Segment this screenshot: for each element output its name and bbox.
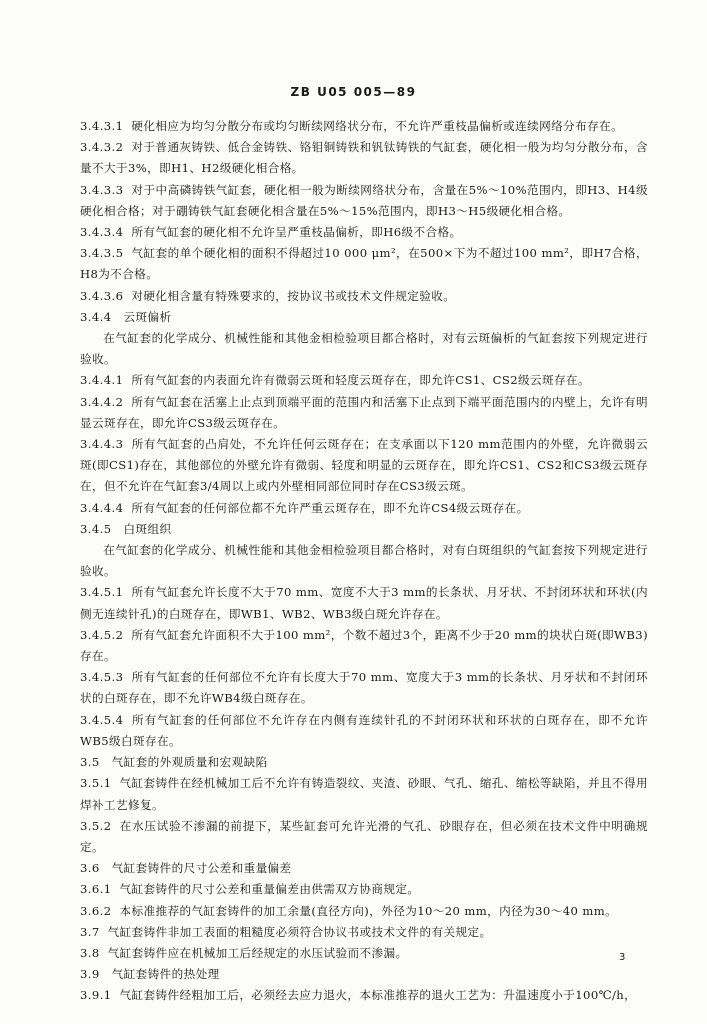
clause-number: 3.4.5 bbox=[80, 521, 112, 536]
clause-text: 本标准推荐的气缸套铸件的加工余量(直径方向)，外径为10～20 mm，内径为30～40 mm。 bbox=[119, 903, 618, 918]
clause-text: 所有气缸套在活塞上止点到顶端平面的范围内和活塞下止点到下端平面范围内的内壁上，允许有明显云斑存在，即允许CS3级云斑存在。 bbox=[80, 394, 648, 430]
clause-number: 3.4.4.3 bbox=[80, 437, 124, 452]
clause-number: 3.4.3.6 bbox=[80, 288, 124, 303]
clause-number: 3.5.1 bbox=[80, 776, 112, 791]
clause bbox=[80, 816, 648, 858]
clause-number: 3.8 bbox=[80, 945, 100, 960]
clause bbox=[80, 901, 648, 922]
clause bbox=[80, 498, 648, 519]
document-header: ZB U05 005—89 bbox=[290, 85, 417, 99]
clause-text: 气缸套的单个硬化相的面积不得超过10 000 μm²，在500×下为不超过100 mm²，即H7合格，H8为不合格。 bbox=[80, 246, 648, 282]
clause-number: 3.4.5.2 bbox=[80, 627, 124, 642]
clause-text: 所有气缸套的任何部位不允许有长度大于70 mm、宽度大于3 mm的长条状、月牙状和不封闭环状的白斑存在，即不允许WB4级白斑存在。 bbox=[80, 670, 648, 706]
clause-text: 气缸套铸件的热处理 bbox=[111, 967, 220, 982]
clause-number: 3.6.2 bbox=[80, 903, 112, 918]
clause-number: 3.7 bbox=[80, 924, 100, 939]
clause-number: 3.4.4 bbox=[80, 309, 112, 324]
clause-text: 所有气缸套的任何部位不允许存在内侧有连续针孔的不封闭环状和环状的白斑存在，即不允许WB5级白斑存在。 bbox=[80, 712, 648, 748]
clause bbox=[80, 710, 648, 752]
clause bbox=[80, 222, 648, 243]
clause bbox=[80, 582, 648, 624]
clause bbox=[80, 625, 648, 667]
clause-number: 3.4.3.1 bbox=[80, 119, 124, 133]
clause-text: 硬化相应为均匀分散分布或均匀断续网络状分布，不允许严重枝晶偏析或连续网络分布存在。 bbox=[131, 119, 624, 133]
clause-text: 所有气缸套的凸肩处，不允许任何云斑存在；在支承面以下120 mm范围内的外壁，允许微弱云斑(即CS1)存在，其他部位的外壁允许有微弱、轻度和明显的云斑存在，即允许CS1、CS2和CS3级云斑存在，但不允许在气缸套3/4周以上或内外壁相同部位同时存在CS3级云斑。 bbox=[80, 437, 648, 494]
clause-text: 气缸套铸件的尺寸公差和重量偏差 bbox=[111, 861, 292, 876]
section-heading bbox=[80, 752, 648, 773]
document-body bbox=[80, 116, 648, 1007]
paragraph bbox=[80, 540, 648, 582]
clause-number: 3.5 bbox=[80, 755, 100, 770]
clause-text: 气缸套铸件在经机械加工后不允许有铸造裂纹、夹渣、砂眼、气孔、缩孔、缩松等缺陷，并且不得用焊补工艺修复。 bbox=[80, 776, 648, 812]
clause-number: 3.4.3.4 bbox=[80, 225, 124, 240]
clause bbox=[80, 434, 648, 498]
clause-text: 在气缸套的化学成分、机械性能和其他金相检验项目都合格时，对有云斑偏析的气缸套按下列规定进行验收。 bbox=[80, 331, 648, 367]
clause-number: 3.4.3.5 bbox=[80, 246, 124, 261]
clause-text: 气缸套的外观质量和宏观缺陷 bbox=[111, 755, 268, 770]
clause bbox=[80, 137, 648, 179]
section-heading bbox=[80, 858, 648, 879]
clause bbox=[80, 943, 648, 964]
clause-number: 3.5.2 bbox=[80, 818, 112, 833]
clause-text: 气缸套铸件应在机械加工后经规定的水压试验而不渗漏。 bbox=[107, 945, 408, 960]
clause-text: 所有气缸套的硬化相不允许呈严重枝晶偏析，即H6级不合格。 bbox=[131, 225, 462, 240]
clause-number: 3.9 bbox=[80, 967, 100, 982]
section-heading bbox=[80, 307, 648, 328]
clause bbox=[80, 773, 648, 815]
clause-text: 在水压试验不渗漏的前提下，某些缸套可允许光滑的气孔、砂眼存在，但必须在技术文件中明确规定。 bbox=[80, 818, 648, 854]
clause-text: 气缸套铸件的尺寸公差和重量偏差由供需双方协商规定。 bbox=[119, 882, 420, 897]
clause-number: 3.4.4.4 bbox=[80, 500, 124, 515]
clause-text: 对于普通灰铸铁、低合金铸铁、铬钼铜铸铁和钒钛铸铁的气缸套，硬化相一般为均匀分散分布，含量不大于3%，即H1、H2级硬化相合格。 bbox=[80, 140, 648, 176]
clause-number: 3.4.3.3 bbox=[80, 182, 124, 197]
clause bbox=[80, 116, 648, 137]
clause-text: 对于中高磷铸铁气缸套，硬化相一般为断续网络状分布，含量在5%～10%范围内，即H3、H4级硬化相合格；对于硼铸铁气缸套硬化相含量在5%～15%范围内，即H3～H5级硬化相合格。 bbox=[80, 182, 648, 218]
clause-text: 所有气缸套的内表面允许有微弱云斑和轻度云斑存在，即允许CS1、CS2级云斑存在。 bbox=[131, 373, 590, 388]
clause bbox=[80, 180, 648, 222]
clause bbox=[80, 879, 648, 900]
section-heading bbox=[80, 519, 648, 540]
clause-number: 3.4.5.1 bbox=[80, 585, 124, 600]
clause-text: 云斑偏析 bbox=[123, 309, 172, 324]
clause-text: 所有气缸套允许面积不大于100 mm²，个数不超过3个，距离不少于20 mm的块状白斑(即WB3)存在。 bbox=[80, 627, 648, 664]
clause bbox=[80, 922, 648, 943]
clause bbox=[80, 985, 648, 1006]
clause-number: 3.4.4.2 bbox=[80, 394, 124, 409]
clause-number: 3.4.4.1 bbox=[80, 373, 124, 388]
clause-number: 3.9.1 bbox=[80, 988, 112, 1003]
paragraph bbox=[80, 328, 648, 370]
clause bbox=[80, 243, 648, 285]
clause-number: 3.6 bbox=[80, 861, 100, 876]
page-number: 3 bbox=[619, 952, 626, 963]
clause-number: 3.4.5.3 bbox=[80, 670, 124, 685]
clause-text: 气缸套铸件非加工表面的粗糙度必须符合协议书或技术文件的有关规定。 bbox=[107, 924, 492, 939]
clause bbox=[80, 370, 648, 391]
clause-number: 3.6.1 bbox=[80, 882, 112, 897]
clause bbox=[80, 286, 648, 307]
clause-text: 在气缸套的化学成分、机械性能和其他金相检验项目都合格时，对有白斑组织的气缸套按下列规定进行验收。 bbox=[80, 543, 648, 579]
clause-number: 3.4.3.2 bbox=[80, 140, 124, 155]
section-heading bbox=[80, 964, 648, 985]
clause-text: 所有气缸套允许长度不大于70 mm、宽度不大于3 mm的长条状、月牙状、不封闭环状和环状(内侧无连续针孔)的白斑存在，即WB1、WB2、WB3级白斑允许存在。 bbox=[80, 585, 648, 621]
clause-text: 所有气缸套的任何部位都不允许严重云斑存在，即不允许CS4级云斑存在。 bbox=[131, 500, 529, 515]
clause-text: 气缸套铸件经粗加工后，必须经去应力退火，本标准推荐的退火工艺为：升温速度小于100℃/h， bbox=[119, 988, 637, 1003]
clause bbox=[80, 667, 648, 709]
clause bbox=[80, 392, 648, 434]
clause-text: 对硬化相含量有特殊要求的，按协议书或技术文件规定验收。 bbox=[131, 288, 456, 303]
clause-number: 3.4.5.4 bbox=[80, 712, 124, 727]
clause-text: 白斑组织 bbox=[123, 521, 172, 536]
